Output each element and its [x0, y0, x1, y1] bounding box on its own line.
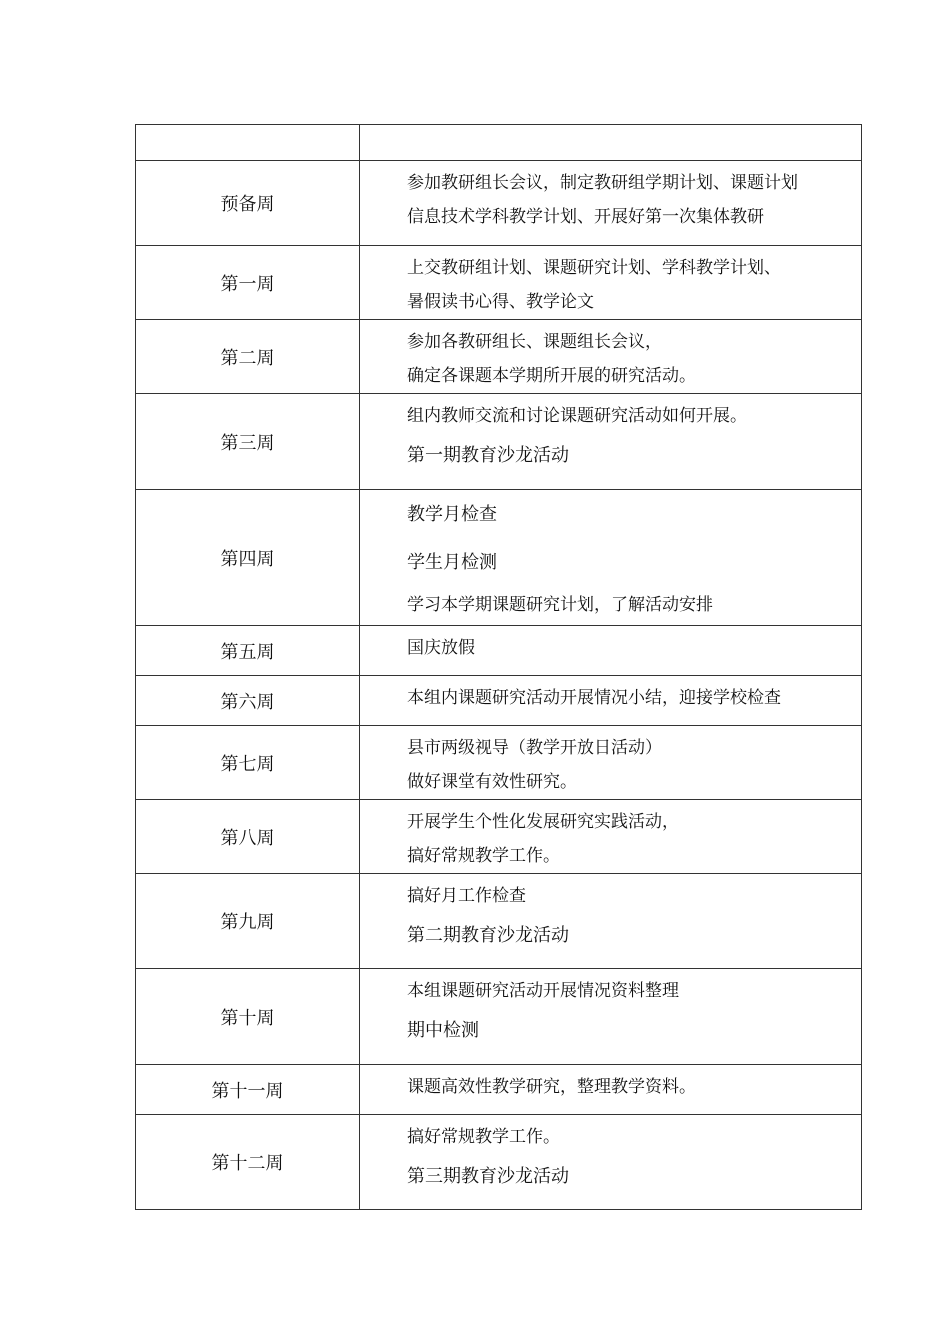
activity-cell — [360, 161, 862, 246]
week-cell: 第五周 — [136, 626, 360, 676]
activity-line: 信息技术学科教学计划、开展好第一次集体教研 — [407, 207, 764, 227]
activity-line: 第二期教育沙龙活动 — [407, 925, 569, 946]
week-cell: 第二周 — [136, 320, 360, 394]
table-row — [136, 161, 862, 246]
activity-line: 课题高效性教学研究，整理教学资料。 — [407, 1077, 696, 1097]
activity-line: 开展学生个性化发展研究实践活动， — [407, 812, 679, 832]
table-row — [136, 125, 862, 161]
activity-line: 学习本学期课题研究计划，了解活动安排 — [407, 595, 713, 615]
week-cell: 预备周 — [136, 161, 360, 246]
activity-line: 搞好月工作检查 — [407, 886, 526, 906]
activity-line: 本组课题研究活动开展情况资料整理 — [407, 981, 679, 1001]
activity-line: 做好课堂有效性研究。 — [407, 772, 577, 792]
activity-line: 县市两级视导（教学开放日活动） — [407, 738, 662, 758]
week-cell: 第九周 — [136, 874, 360, 969]
activity-line: 参加各教研组长、课题组长会议， — [407, 332, 662, 352]
week-cell: 第八周 — [136, 800, 360, 874]
table-row — [136, 1115, 862, 1210]
week-cell: 第十一周 — [136, 1065, 360, 1115]
activity-line: 教学月检查 — [407, 504, 497, 525]
activity-cell — [360, 626, 862, 676]
week-cell: 第六周 — [136, 676, 360, 726]
activity-line: 搞好常规教学工作。 — [407, 846, 560, 866]
activity-line: 搞好常规教学工作。 — [407, 1127, 560, 1147]
activity-line: 参加教研组长会议，制定教研组学期计划、课题计划 — [407, 173, 798, 193]
week-cell: 第一周 — [136, 246, 360, 320]
activity-line: 国庆放假 — [407, 638, 475, 658]
week-cell: 第七周 — [136, 726, 360, 800]
activity-line: 本组内课题研究活动开展情况小结，迎接学校检查 — [407, 688, 781, 708]
table-row — [136, 969, 862, 1065]
activity-line: 暑假读书心得、教学论文 — [407, 292, 594, 312]
week-cell — [136, 125, 360, 161]
activity-line: 组内教师交流和讨论课题研究活动如何开展。 — [407, 406, 747, 426]
activity-cell — [360, 125, 862, 161]
activity-line: 期中检测 — [407, 1020, 479, 1041]
table-row — [136, 676, 862, 726]
table-row — [136, 490, 862, 626]
activity-cell — [360, 490, 862, 626]
table-row — [136, 726, 862, 800]
week-cell: 第三周 — [136, 394, 360, 490]
activity-cell — [360, 676, 862, 726]
activity-line: 学生月检测 — [407, 552, 497, 573]
table-row — [136, 626, 862, 676]
activity-cell — [360, 320, 862, 394]
table-row — [136, 874, 862, 969]
weekly-schedule-table — [135, 124, 862, 1210]
table-row — [136, 1065, 862, 1115]
activity-cell — [360, 874, 862, 969]
activity-cell — [360, 246, 862, 320]
week-cell: 第十二周 — [136, 1115, 360, 1210]
activity-cell — [360, 726, 862, 800]
activity-cell — [360, 394, 862, 490]
activity-cell — [360, 969, 862, 1065]
activity-line: 确定各课题本学期所开展的研究活动。 — [407, 366, 696, 386]
table-row — [136, 320, 862, 394]
week-cell: 第十周 — [136, 969, 360, 1065]
activity-line: 第一期教育沙龙活动 — [407, 445, 569, 466]
activity-cell — [360, 1115, 862, 1210]
activity-cell — [360, 800, 862, 874]
table-row — [136, 246, 862, 320]
table-row — [136, 800, 862, 874]
week-cell: 第四周 — [136, 490, 360, 626]
activity-line: 上交教研组计划、课题研究计划、学科教学计划、 — [407, 258, 781, 278]
schedule-body — [136, 125, 862, 1210]
activity-cell — [360, 1065, 862, 1115]
activity-line: 第三期教育沙龙活动 — [407, 1166, 569, 1187]
table-row — [136, 394, 862, 490]
